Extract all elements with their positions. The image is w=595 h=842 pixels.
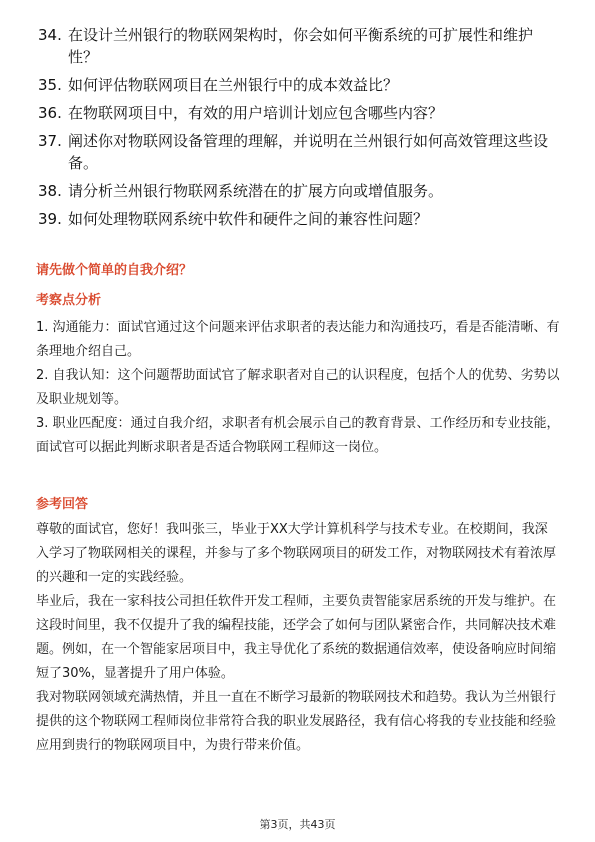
question-text: 请分析兰州银行物联网系统潜在的扩展方向或增值服务。 [68,182,444,200]
question-number: 36. [38,104,62,122]
answer-paragraph: 毕业后，我在一家科技公司担任软件开发工程师，主要负责智能家居系统的开发与维护。在这段时间里，我不仅提升了我的编程技能，还学会了如何与团队紧密合作，共同解决技术难题。例如，在一个智能家居项目中，我主导优化了系统的数据通信效率，使设备响应时间缩短了30%，显著提升了用户体验。 [36,594,557,681]
answer-paragraph: 尊敬的面试官，您好！我叫张三，毕业于XX大学计算机科学与技术专业。在校期间，我深入学习了物联网相关的课程，并参与了多个物联网项目的研发工作，对物联网技术有着浓厚的兴趣和一定的实践经验。 [36,522,557,585]
question-text: 在物联网项目中，有效的用户培训计划应包含哪些内容？ [68,104,444,122]
analysis-item: 3. 职业匹配度：通过自我介绍，求职者有机会展示自己的教育背景、工作经历和专业技能，面试官可以据此判断求职者是否适合物联网工程师这一岗位。 [36,416,560,455]
page-footer: 第3页，共43页 [259,818,336,831]
question-item [38,102,558,124]
answer-section [36,496,560,758]
answer-heading: 参考回答 [36,497,89,512]
question-number: 34. [38,26,62,44]
question-item [38,130,558,174]
question-number: 39. [38,210,62,228]
answer-paragraph: 我对物联网领域充满热情，并且一直在不断学习最新的物联网技术和趋势。我认为兰州银行提供的这个物联网工程师岗位非常符合我的职业发展路径，我有信心将我的专业技能和经验应用到贵行的物联网项目中，为贵行带来价值。 [36,690,557,753]
analysis-item: 2. 自我认知：这个问题帮助面试官了解求职者对自己的认识程度，包括个人的优势、劣势以及职业规划等。 [36,368,560,407]
section-title-text: 请先做个简单的自我介绍？ [36,263,193,278]
analysis-heading: 考察点分析 [36,293,102,308]
question-text: 如何评估物联网项目在兰州银行中的成本效益比？ [68,76,399,94]
question-item [38,208,558,230]
question-number: 38. [38,182,62,200]
analysis-item: 1. 沟通能力：面试官通过这个问题来评估求职者的表达能力和沟通技巧，看是否能清晰、有条理地介绍自己。 [36,320,560,359]
question-item [38,74,558,96]
question-text: 阐述你对物联网设备管理的理解，并说明在兰州银行如何高效管理这些设备。 [68,132,549,172]
question-list [38,24,558,236]
question-item [38,180,558,202]
question-number: 35. [38,76,62,94]
analysis-section [36,292,560,460]
question-number: 37. [38,132,62,150]
question-text: 如何处理物联网系统中软件和硬件之间的兼容性问题？ [68,210,429,228]
section-title [36,262,560,280]
question-text: 在设计兰州银行的物联网架构时，你会如何平衡系统的可扩展性和维护性？ [68,26,534,66]
question-item [38,24,558,68]
